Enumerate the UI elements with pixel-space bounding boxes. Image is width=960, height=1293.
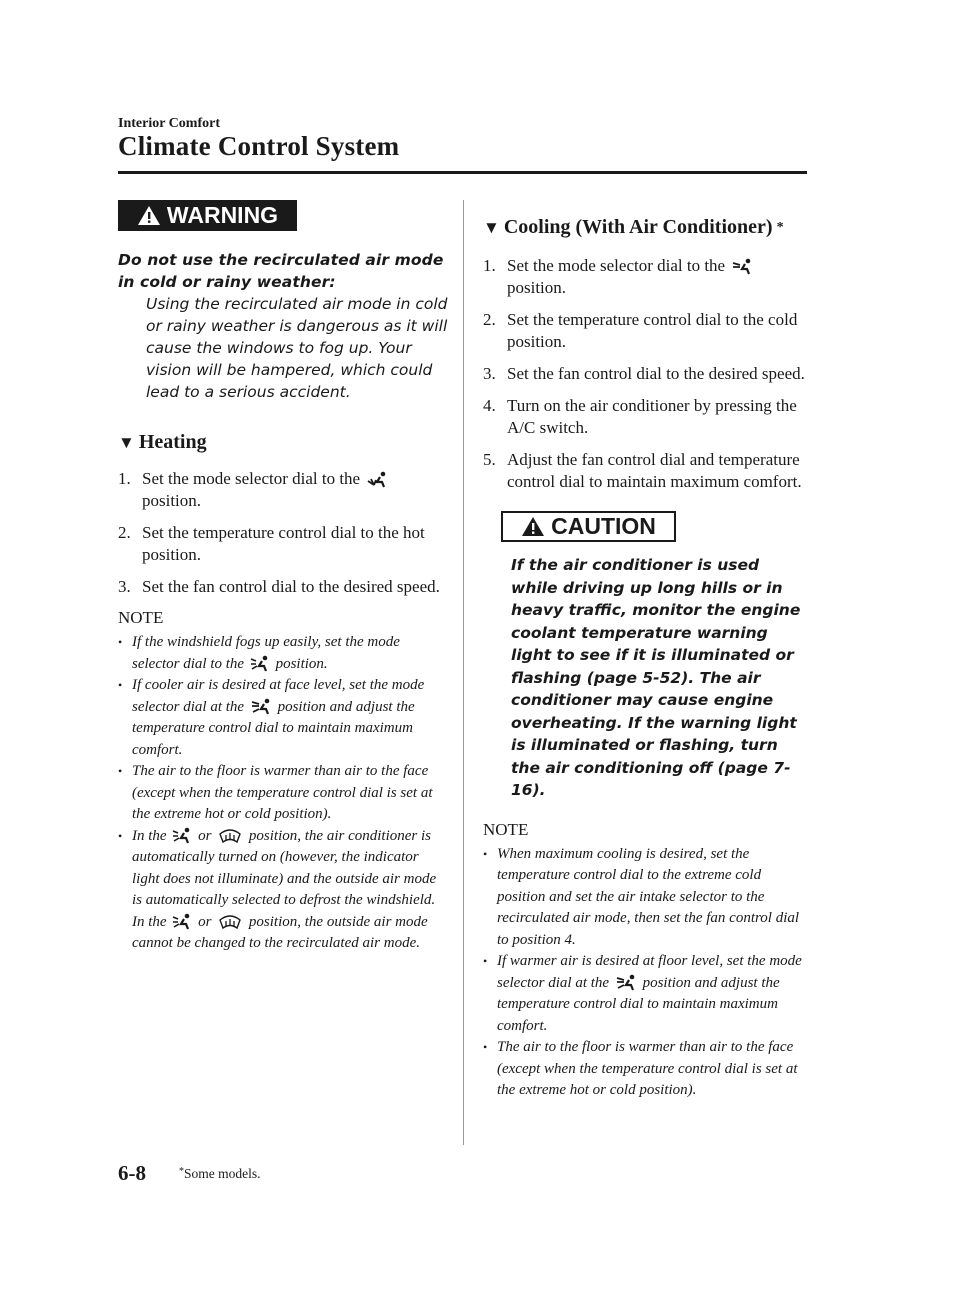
section-label: Interior Comfort	[118, 116, 220, 131]
page-title: Climate Control System	[118, 131, 400, 161]
header-rule	[118, 171, 807, 174]
list-item	[483, 951, 809, 1037]
caution-triangle-icon	[521, 516, 545, 537]
note-text: position, the air conditioner is automatically turned on (however, the indicator light does not illuminate) and the outside air mode is automatically selected to defrost the windshield.	[132, 827, 437, 908]
bi-level-mode-icon	[250, 698, 272, 716]
list-item	[483, 363, 809, 385]
list-item	[118, 522, 448, 566]
step-text-cont: position.	[142, 491, 202, 510]
list-item	[483, 449, 809, 493]
step-text-cont: position.	[507, 278, 567, 297]
step-number: 5.	[483, 450, 496, 469]
note-text: or	[198, 827, 212, 844]
list-item	[483, 395, 809, 439]
step-number: 2.	[118, 523, 131, 542]
step-number: 2.	[483, 310, 496, 329]
step-text: Turn on the air conditioner by pressing the A/C switch.	[507, 396, 797, 437]
list-item	[118, 826, 448, 955]
warning-heading: Do not use the recirculated air mode in cold or rainy weather:	[118, 251, 444, 291]
caution-body: If the air conditioner is used while driving up long hills or in heavy traffic, monitor the engine coolant temperature warning light to see if it is illuminated or flashing (page 5-52). The air conditioner may cause engine overheating. If the warning light is illuminated or flashing, turn the air conditioning off (page 7-16).	[511, 556, 801, 799]
right-column	[483, 200, 809, 1102]
list-item	[118, 761, 448, 826]
list-item	[483, 309, 809, 353]
step-number: 1.	[118, 469, 131, 488]
footer-note	[179, 1166, 261, 1182]
footer-star: *	[179, 1166, 184, 1177]
caution-badge	[501, 511, 676, 542]
heating-steps	[118, 468, 448, 598]
step-text: Set the mode selector dial to the	[142, 469, 361, 488]
floor-defrost-mode-icon	[172, 913, 192, 931]
note-text-cont: position and adjust the temperature control dial to maintain maximum comfort.	[132, 698, 415, 758]
cooling-steps	[483, 255, 809, 493]
step-text: Adjust the fan control dial and temperature control dial to maintain maximum comfort.	[507, 450, 802, 491]
defrost-icon	[217, 914, 243, 930]
section-triangle-icon: ▼	[483, 217, 500, 237]
note-text: When maximum cooling is desired, set the temperature control dial to the extreme cold position and set the air intake selector to the recirculated air mode, then set the fan control dial to position 4.	[497, 845, 800, 948]
caution-badge-label: CAUTION	[551, 513, 656, 539]
bi-level-mode-icon	[615, 974, 637, 992]
note-text-cont: position and adjust the temperature control dial to maintain maximum comfort.	[497, 974, 780, 1034]
step-number: 1.	[483, 256, 496, 275]
heating-note-label: NOTE	[118, 608, 164, 627]
step-number: 4.	[483, 396, 496, 415]
floor-defrost-mode-icon	[250, 655, 270, 673]
step-number: 3.	[483, 364, 496, 383]
left-column	[118, 200, 448, 955]
footer-note-text: Some models.	[184, 1166, 261, 1181]
list-item	[483, 844, 809, 952]
warning-body: Using the recirculated air mode in cold or rainy weather is dangerous as it will cause the windows to fog up. Your vision will be hampered, which could lead to a serious accident.	[146, 295, 448, 401]
page-number: 6-8	[118, 1161, 146, 1185]
note-text: position, the outside air mode cannot be changed to the recirculated air mode.	[132, 913, 428, 951]
heating-notes	[118, 632, 448, 955]
step-text: Set the temperature control dial to the hot position.	[142, 523, 425, 564]
heading-cooling-label: Cooling (With Air Conditioner)	[503, 216, 773, 238]
note-text: If the windshield fogs up easily, set the mode selector dial to the	[132, 634, 400, 672]
warning-badge	[118, 200, 297, 231]
step-text: Set the mode selector dial to the	[507, 256, 726, 275]
list-item	[118, 632, 448, 675]
list-item	[118, 468, 448, 512]
heading-cooling	[483, 216, 809, 239]
note-text: If warmer air is desired at floor level, set the mode selector dial at the	[497, 953, 802, 991]
section-triangle-icon: ▼	[118, 432, 135, 452]
vent-mode-icon	[731, 258, 753, 276]
list-item	[118, 576, 448, 598]
note-text: In the	[132, 827, 167, 844]
list-item	[118, 675, 448, 761]
step-text: Set the temperature control dial to the cold position.	[507, 310, 798, 351]
note-text: The air to the floor is warmer than air to the face (except when the temperature control dial is set at the extreme hot or cold position).	[497, 1039, 798, 1098]
list-item	[483, 255, 809, 299]
warning-triangle-icon	[137, 205, 161, 226]
list-item	[483, 1037, 809, 1102]
heading-heating-label: Heating	[138, 431, 207, 453]
warning-badge-label: WARNING	[166, 202, 279, 228]
note-text: If cooler air is desired at face level, set the mode selector dial at the	[132, 677, 425, 715]
floor-mode-icon	[366, 471, 388, 489]
note-text: or	[198, 913, 212, 930]
step-number: 3.	[118, 577, 131, 596]
floor-defrost-mode-icon	[172, 827, 192, 845]
cooling-note-label: NOTE	[483, 819, 529, 839]
cooling-notes	[483, 844, 809, 1102]
some-models-star: *	[776, 219, 784, 235]
step-text: Set the fan control dial to the desired speed.	[142, 577, 440, 596]
defrost-icon	[217, 828, 243, 844]
note-text: In the	[132, 913, 167, 930]
step-text: Set the fan control dial to the desired speed.	[507, 364, 805, 383]
note-text-cont: position.	[275, 655, 328, 672]
note-text: The air to the floor is warmer than air to the face (except when the temperature control dial is set at the extreme hot or cold position).	[132, 763, 433, 822]
heading-heating	[118, 431, 448, 454]
column-divider	[463, 200, 464, 1145]
